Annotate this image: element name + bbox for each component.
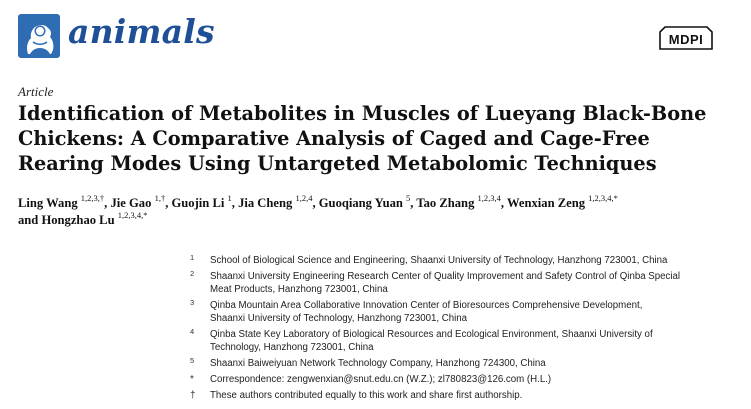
- author-affiliation-marks: 5: [406, 192, 411, 203]
- affiliation-item: [188, 254, 743, 267]
- author-separator: ,: [231, 196, 235, 210]
- affiliation-number: 2: [190, 269, 195, 278]
- author-name[interactable]: Jie Gao: [110, 196, 152, 210]
- affiliation-text: Shaanxi University Engineering Research Center of Quality Improvement and Safety Control of Qinba Special: [210, 271, 681, 282]
- author-affiliation-marks: 1,2,3,4,*: [117, 209, 148, 220]
- journal-name[interactable]: animals: [68, 12, 215, 51]
- dagger-marker: †: [190, 390, 196, 401]
- author-list: [18, 192, 738, 229]
- affiliation-text: Qinba State Key Laboratory of Biological Resources and Ecological Environment, Shaanxi University of: [210, 329, 653, 340]
- author-separator: ,: [500, 196, 505, 210]
- title-line: Rearing Modes Using Untargeted Metabolomic Techniques: [18, 152, 657, 175]
- affiliation-list: [188, 254, 743, 405]
- title-line: Chickens: A Comparative Analysis of Caged and Cage-Free: [18, 127, 650, 150]
- title-line: Identification of Metabolites in Muscles of Lueyang Black-Bone: [18, 102, 707, 125]
- affiliation-text: Technology, Hanzhong 723001, China: [210, 342, 374, 353]
- author-affiliation-marks: 1,2,3,4: [477, 192, 501, 203]
- affiliation-text: Qinba Mountain Area Collaborative Innovation Center of Bioresources Comprehensive Development,: [210, 300, 643, 311]
- monkey-icon: [18, 14, 60, 58]
- publisher-logo[interactable]: [657, 23, 715, 53]
- affiliation-number: 3: [190, 298, 195, 307]
- author-affiliation-marks: 1,†: [154, 192, 166, 203]
- equal-contribution-text: These authors contributed equally to this work and share first authorship.: [210, 390, 523, 401]
- author-separator: ,: [165, 196, 169, 210]
- publisher-name: MDPI: [668, 32, 704, 47]
- affiliation-item: [188, 270, 743, 296]
- affiliation-text: Meat Products, Hanzhong 723001, China: [210, 284, 388, 295]
- author-affiliation-marks: 1,2,4: [295, 192, 313, 203]
- author-name[interactable]: Ling Wang: [18, 196, 78, 210]
- author-name[interactable]: Wenxian Zeng: [506, 196, 586, 210]
- affiliation-text: Shaanxi University of Technology, Hanzhong 723001, China: [210, 313, 468, 324]
- affiliation-number: 4: [190, 327, 195, 336]
- author-affiliation-marks: 1,2,3,4,*: [588, 192, 618, 203]
- author-name[interactable]: and Hongzhao Lu: [18, 213, 115, 227]
- affiliation-item: [188, 299, 743, 325]
- correspondence-item: [188, 373, 743, 386]
- author-separator: ,: [312, 196, 316, 210]
- author-name[interactable]: Jia Cheng: [238, 196, 293, 210]
- author-separator: ,: [104, 196, 108, 210]
- affiliation-item: [188, 357, 743, 370]
- author-name[interactable]: Guojin Li: [171, 196, 225, 210]
- author-separator: ,: [410, 196, 414, 210]
- affiliation-text: Shaanxi Baiweiyuan Network Technology Company, Hanzhong 724300, China: [210, 358, 546, 369]
- author-line: [18, 209, 738, 229]
- affiliation-number: 1: [190, 253, 195, 262]
- author-name[interactable]: Tao Zhang: [416, 196, 475, 210]
- affiliation-text: School of Biological Science and Engineering, Shaanxi University of Technology, Hanzhong 723001, China: [210, 255, 668, 266]
- equal-contribution-note: [188, 389, 743, 402]
- correspondence-marker: *: [190, 374, 194, 385]
- journal-logo: [18, 14, 60, 58]
- affiliation-number: 5: [190, 356, 195, 365]
- correspondence-text[interactable]: Correspondence: zengwenxian@snut.edu.cn (W.Z.); zl780823@126.com (H.L.): [210, 374, 552, 385]
- article-type: Article: [18, 84, 54, 99]
- author-name[interactable]: Guoqiang Yuan: [318, 196, 403, 210]
- affiliation-item: [188, 328, 743, 354]
- author-affiliation-marks: 1: [227, 192, 232, 203]
- article-title: [18, 101, 738, 176]
- author-affiliation-marks: 1,2,3,†: [80, 192, 105, 203]
